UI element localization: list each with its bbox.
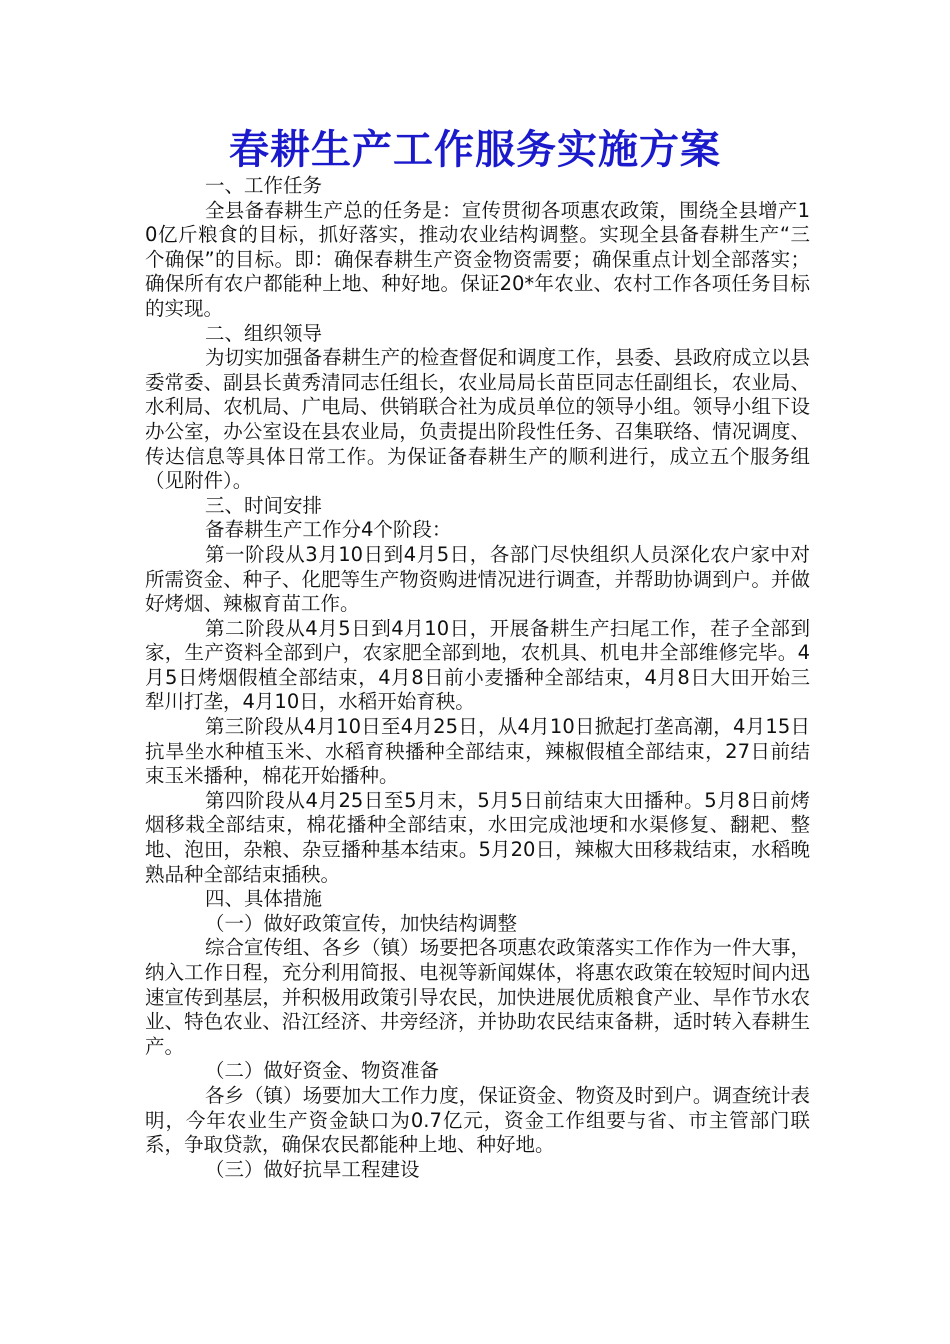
subsection-heading: （三）做好抗旱工程建设: [205, 1157, 420, 1181]
body-paragraph: 为切实加强备春耕生产的检查督促和调度工作，县委、县政府成立以县委常委、副县长黄秀清同志任组长，农业局局长苗臣同志任副组长，农业局、水利局、农机局、广电局、供销联合社为成员单位的领导小组。领导小组下设办公室，办公室设在县农业局，负责提出阶段性任务、召集联络、情况调度、传达信息等具体日常工作。为保证备春耕生产的顺利进行，成立五个服务组（见附件）。: [145, 346, 810, 493]
document-body: [145, 174, 810, 1182]
section-heading: 三、时间安排: [205, 493, 323, 517]
body-paragraph: 第二阶段从4月5日到4月10日，开展备耕生产扫尾工作，茬子全部到家，生产资料全部到户，农家肥全部到地，农机具、机电井全部维修完毕。4月5日烤烟假植全部结束，4月8日前小麦播种全部结束，4月8日大田开始三犁川打垄，4月10日，水稻开始育秧。: [145, 616, 810, 714]
body-paragraph: 各乡（镇）场要加大工作力度，保证资金、物资及时到户。调查统计表明，今年农业生产资金缺口为0.7亿元，资金工作组要与省、市主管部门联系，争取贷款，确保农民都能种上地、种好地。: [145, 1083, 810, 1157]
subsection-heading: （二）做好资金、物资准备: [205, 1059, 440, 1083]
section-heading: 四、具体措施: [205, 887, 323, 911]
body-paragraph: 备春耕生产工作分4个阶段：: [205, 518, 452, 542]
body-paragraph: 第四阶段从4月25日至5月末，5月5日前结束大田播种。5月8日前烤烟移栽全部结束，棉花播种全部结束，水田完成池埂和水渠修复、翻耙、整地、泡田，杂粮、杂豆播种基本结束。5月20日，辣椒大田移栽结束，水稻晚熟品种全部结束插秧。: [145, 788, 810, 886]
body-paragraph: 第一阶段从3月10日到4月5日，各部门尽快组织人员深化农户家中对所需资金、种子、化肥等生产物资购进情况进行调查，并帮助协调到户。并做好烤烟、辣椒育苗工作。: [145, 542, 810, 616]
section-heading: 二、组织领导: [205, 321, 323, 345]
section-heading: 一、工作任务: [205, 174, 323, 197]
body-paragraph: 全县备春耕生产总的任务是：宣传贯彻各项惠农政策，围绕全县增产10亿斤粮食的目标，抓好落实，推动农业结构调整。实现全县备春耕生产“三个确保”的目标。即：确保春耕生产资金物资需要；确保重点计划全部落实；确保所有农户都能种上地、种好地。保证20*年农业、农村工作各项任务目标的实现。: [145, 198, 810, 320]
subsection-heading: （一）做好政策宣传，加快结构调整: [205, 911, 518, 935]
body-paragraph: 综合宣传组、各乡（镇）场要把各项惠农政策落实工作作为一件大事，纳入工作日程，充分利用简报、电视等新闻媒体，将惠农政策在较短时间内迅速宣传到基层，并积极用政策引导农民，加快进展优质粮食产业、旱作节水农业、特色农业、沿江经济、井旁经济，并协助农民结束备耕，适时转入春耕生产。: [145, 936, 810, 1058]
body-paragraph: 第三阶段从4月10日至4月25日，从4月10日掀起打垄高潮，4月15日抗旱坐水种植玉米、水稻育秧播种全部结束，辣椒假植全部结束，27日前结束玉米播种，棉花开始播种。: [145, 715, 810, 788]
document-title: 春耕生产工作服务实施方案: [229, 126, 721, 173]
